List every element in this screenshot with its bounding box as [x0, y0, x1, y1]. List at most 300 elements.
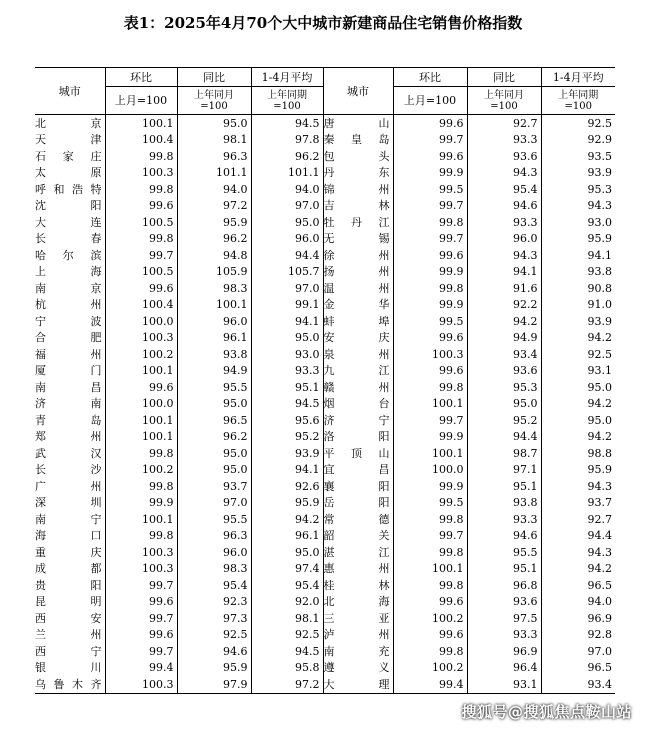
ytd-cell: 95.9 [541, 231, 615, 248]
ytd-cell: 93.1 [541, 363, 615, 380]
mom-cell: 99.6 [105, 594, 177, 611]
yoy-cell: 98.1 [177, 132, 251, 149]
mom-cell: 100.1 [393, 396, 467, 413]
yoy-cell: 94.1 [467, 264, 541, 281]
city-cell: 成都 [35, 562, 102, 576]
city-cell: 乌鲁木齐 [35, 676, 105, 693]
mom-cell: 99.7 [393, 198, 467, 215]
table-row [35, 148, 615, 165]
city-cell: 深圳 [35, 496, 102, 510]
city-cell: 贵阳 [35, 578, 102, 592]
mom-cell: 100.0 [105, 396, 177, 413]
table-body [35, 115, 615, 694]
mom-cell: 100.2 [393, 610, 467, 627]
mom-cell: 99.8 [393, 214, 467, 231]
mom-cell: 99.4 [105, 660, 177, 677]
table-row [35, 528, 615, 545]
city-cell: 三亚 [323, 610, 393, 627]
yoy-cell: 97.0 [177, 495, 251, 512]
ytd-cell: 94.0 [541, 594, 615, 611]
city-cell: 石家庄 [35, 149, 102, 163]
ytd-cell: 92.5 [251, 627, 323, 644]
table-row [35, 495, 615, 512]
city-cell: 九江 [323, 363, 393, 380]
mom-cell: 99.7 [105, 577, 177, 594]
yoy-cell: 97.2 [177, 198, 251, 215]
city-cell: 湛江 [323, 544, 393, 561]
ytd-cell: 92.5 [541, 346, 615, 363]
ytd-cell: 92.7 [541, 511, 615, 528]
yoy-cell: 95.2 [467, 412, 541, 429]
yoy-cell: 95.0 [467, 396, 541, 413]
mom-cell: 99.9 [393, 264, 467, 281]
table-row [35, 313, 615, 330]
city-cell: 牡丹江 [323, 214, 393, 231]
city-cell: 南昌 [35, 380, 102, 394]
yoy-cell: 95.5 [177, 379, 251, 396]
header-mom-sub-right: 上月=100 [393, 87, 467, 115]
city-cell: 昆明 [35, 595, 102, 609]
yoy-cell: 93.7 [177, 478, 251, 495]
yoy-cell: 93.3 [467, 511, 541, 528]
mom-cell: 99.6 [393, 115, 467, 132]
table-row [35, 544, 615, 561]
ytd-cell: 94.1 [251, 462, 323, 479]
city-cell: 郑州 [35, 430, 102, 444]
yoy-cell: 93.6 [467, 594, 541, 611]
yoy-cell: 96.0 [177, 544, 251, 561]
ytd-cell: 97.2 [251, 676, 323, 693]
table-row [35, 396, 615, 413]
ytd-cell: 94.4 [251, 247, 323, 264]
table-row [35, 346, 615, 363]
yoy-cell: 95.0 [177, 445, 251, 462]
mom-cell: 99.6 [105, 198, 177, 215]
watermark: 搜狐号@搜狐焦点鞍山站 [461, 703, 632, 721]
city-cell: 长沙 [35, 463, 102, 477]
yoy-cell: 95.9 [177, 660, 251, 677]
ytd-cell: 96.1 [251, 528, 323, 545]
city-cell: 惠州 [323, 561, 393, 578]
ytd-cell: 94.2 [541, 429, 615, 446]
ytd-cell: 91.0 [541, 297, 615, 314]
table-row [35, 676, 615, 693]
ytd-cell: 95.9 [251, 495, 323, 512]
city-cell: 韶关 [323, 528, 393, 545]
ytd-cell: 93.3 [251, 363, 323, 380]
yoy-cell: 96.2 [177, 429, 251, 446]
ytd-cell: 94.2 [541, 561, 615, 578]
city-cell: 福州 [35, 347, 102, 361]
city-cell: 哈尔滨 [35, 248, 102, 262]
ytd-cell: 94.3 [541, 478, 615, 495]
header-ytd-right: 1-4月平均 [541, 68, 615, 87]
mom-cell: 99.6 [105, 280, 177, 297]
yoy-cell: 95.9 [177, 214, 251, 231]
city-cell: 兰州 [35, 628, 102, 642]
ytd-cell: 92.0 [251, 594, 323, 611]
table-row [35, 627, 615, 644]
city-cell: 大连 [35, 215, 102, 229]
yoy-cell: 96.0 [467, 231, 541, 248]
yoy-cell: 94.9 [177, 363, 251, 380]
mom-cell: 100.4 [105, 132, 177, 149]
yoy-cell: 94.0 [177, 181, 251, 198]
yoy-cell: 96.1 [177, 330, 251, 347]
city-cell: 金华 [323, 297, 393, 314]
yoy-cell: 96.0 [177, 313, 251, 330]
city-cell: 厦门 [35, 364, 102, 378]
city-cell: 泉州 [323, 346, 393, 363]
mom-cell: 100.1 [105, 115, 177, 132]
table-row [35, 577, 615, 594]
mom-cell: 99.6 [393, 148, 467, 165]
ytd-cell: 93.5 [541, 148, 615, 165]
header-ytd-left: 1-4月平均 [251, 68, 323, 87]
city-cell: 秦皇岛 [323, 132, 393, 149]
yoy-cell: 93.3 [467, 214, 541, 231]
yoy-cell: 105.9 [177, 264, 251, 281]
yoy-cell: 100.1 [177, 297, 251, 314]
ytd-cell: 96.9 [541, 610, 615, 627]
yoy-cell: 94.3 [467, 165, 541, 182]
city-cell: 蚌埠 [323, 313, 393, 330]
table-row [35, 330, 615, 347]
table-row [35, 198, 615, 215]
city-cell: 温州 [323, 280, 393, 297]
mom-cell: 99.7 [393, 132, 467, 149]
yoy-cell: 96.8 [467, 577, 541, 594]
city-cell: 合肥 [35, 331, 102, 345]
header-yoy-sub-left: 上年同月 =100 [177, 87, 251, 115]
table-row [35, 478, 615, 495]
mom-cell: 99.8 [105, 181, 177, 198]
table-row [35, 297, 615, 314]
mom-cell: 99.7 [393, 412, 467, 429]
price-index-table [35, 67, 615, 694]
city-cell: 吉林 [323, 198, 393, 215]
mom-cell: 100.1 [393, 561, 467, 578]
ytd-cell: 94.1 [251, 313, 323, 330]
yoy-cell: 93.8 [467, 495, 541, 512]
city-cell: 岳阳 [323, 495, 393, 512]
table-row [35, 231, 615, 248]
city-cell: 襄阳 [323, 478, 393, 495]
header-mom-right: 环比 [393, 68, 467, 87]
ytd-cell: 95.1 [251, 379, 323, 396]
mom-cell: 99.8 [105, 445, 177, 462]
table-row [35, 264, 615, 281]
ytd-cell: 95.0 [251, 214, 323, 231]
ytd-cell: 98.8 [541, 445, 615, 462]
yoy-cell: 95.5 [177, 511, 251, 528]
ytd-cell: 94.2 [541, 330, 615, 347]
city-cell: 南京 [35, 281, 102, 295]
yoy-cell: 95.4 [467, 181, 541, 198]
table-row [35, 462, 615, 479]
mom-cell: 99.4 [393, 676, 467, 693]
yoy-cell: 97.5 [467, 610, 541, 627]
city-cell: 宜昌 [323, 462, 393, 479]
mom-cell: 100.1 [105, 363, 177, 380]
city-cell: 南充 [323, 643, 393, 660]
ytd-cell: 95.0 [251, 544, 323, 561]
city-cell: 北海 [323, 594, 393, 611]
table-row [35, 363, 615, 380]
ytd-cell: 99.1 [251, 297, 323, 314]
ytd-cell: 94.1 [541, 247, 615, 264]
yoy-cell: 98.3 [177, 280, 251, 297]
ytd-cell: 95.0 [541, 379, 615, 396]
ytd-cell: 93.9 [541, 165, 615, 182]
ytd-cell: 92.8 [541, 627, 615, 644]
table-row [35, 429, 615, 446]
city-cell: 济宁 [323, 412, 393, 429]
yoy-cell: 95.0 [177, 462, 251, 479]
ytd-cell: 94.3 [541, 544, 615, 561]
mom-cell: 99.8 [393, 544, 467, 561]
city-cell: 桂林 [323, 577, 393, 594]
yoy-cell: 94.2 [467, 313, 541, 330]
ytd-cell: 94.0 [251, 181, 323, 198]
city-cell: 包头 [323, 148, 393, 165]
city-cell: 安庆 [323, 330, 393, 347]
city-cell: 广州 [35, 479, 102, 493]
city-cell: 天津 [35, 133, 102, 147]
ytd-cell: 94.5 [251, 643, 323, 660]
table-row [35, 280, 615, 297]
table-title: 表1：2025年4月70个大中城市新建商品住宅销售价格指数 [123, 14, 523, 32]
ytd-cell: 105.7 [251, 264, 323, 281]
yoy-cell: 94.6 [177, 643, 251, 660]
table-row [35, 132, 615, 149]
mom-cell: 100.1 [105, 429, 177, 446]
ytd-cell: 97.0 [251, 280, 323, 297]
mom-cell: 99.9 [105, 495, 177, 512]
mom-cell: 99.6 [393, 247, 467, 264]
yoy-cell: 94.6 [467, 198, 541, 215]
yoy-cell: 97.9 [177, 676, 251, 693]
header-city-right: 城市 [323, 68, 393, 115]
mom-cell: 99.8 [105, 148, 177, 165]
city-cell: 锦州 [323, 181, 393, 198]
yoy-cell: 91.6 [467, 280, 541, 297]
mom-cell: 100.2 [393, 660, 467, 677]
header-city-left: 城市 [35, 68, 105, 115]
header-mom-left: 环比 [105, 68, 177, 87]
mom-cell: 99.6 [393, 627, 467, 644]
city-cell: 平顶山 [323, 445, 393, 462]
ytd-cell: 95.0 [251, 330, 323, 347]
mom-cell: 99.8 [105, 231, 177, 248]
mom-cell: 99.9 [393, 429, 467, 446]
ytd-cell: 97.0 [251, 198, 323, 215]
city-cell: 赣州 [323, 379, 393, 396]
mom-cell: 100.5 [105, 264, 177, 281]
yoy-cell: 95.1 [467, 561, 541, 578]
table-row [35, 511, 615, 528]
city-cell: 太原 [35, 166, 102, 180]
yoy-cell: 93.3 [467, 627, 541, 644]
mom-cell: 99.8 [393, 511, 467, 528]
city-cell: 海口 [35, 529, 102, 543]
mom-cell: 99.6 [105, 627, 177, 644]
table-row [35, 610, 615, 627]
city-cell: 遵义 [323, 660, 393, 677]
ytd-cell: 92.5 [541, 115, 615, 132]
mom-cell: 100.2 [105, 462, 177, 479]
city-cell: 烟台 [323, 396, 393, 413]
header-ytd-sub-right: 上年同期 =100 [541, 87, 615, 115]
ytd-cell: 92.6 [251, 478, 323, 495]
city-cell: 济南 [35, 397, 102, 411]
mom-cell: 99.9 [393, 297, 467, 314]
city-cell: 银川 [35, 661, 102, 675]
city-cell: 南宁 [35, 512, 102, 526]
yoy-cell: 96.2 [177, 231, 251, 248]
mom-cell: 100.0 [105, 313, 177, 330]
ytd-cell: 93.4 [541, 676, 615, 693]
mom-cell: 100.3 [105, 165, 177, 182]
ytd-cell: 95.4 [251, 577, 323, 594]
ytd-cell: 96.0 [251, 231, 323, 248]
mom-cell: 100.0 [393, 462, 467, 479]
ytd-cell: 96.2 [251, 148, 323, 165]
city-cell: 唐山 [323, 115, 393, 132]
ytd-cell: 96.5 [541, 577, 615, 594]
ytd-cell: 95.9 [541, 462, 615, 479]
city-cell: 大理 [323, 676, 393, 693]
header-yoy-left: 同比 [177, 68, 251, 87]
mom-cell: 100.3 [393, 346, 467, 363]
table-row [35, 379, 615, 396]
mom-cell: 99.7 [393, 231, 467, 248]
city-cell: 呼和浩特 [35, 182, 102, 196]
city-cell: 宁波 [35, 314, 102, 328]
mom-cell: 99.6 [393, 330, 467, 347]
table-row [35, 643, 615, 660]
header-yoy-sub-right: 上年同月 =100 [467, 87, 541, 115]
yoy-cell: 98.7 [467, 445, 541, 462]
yoy-cell: 96.9 [467, 643, 541, 660]
mom-cell: 99.6 [393, 594, 467, 611]
city-cell: 长春 [35, 232, 102, 246]
table-row [35, 115, 615, 132]
yoy-cell: 97.3 [177, 610, 251, 627]
yoy-cell: 95.3 [467, 379, 541, 396]
yoy-cell: 93.3 [467, 132, 541, 149]
yoy-cell: 93.4 [467, 346, 541, 363]
ytd-cell: 94.3 [541, 198, 615, 215]
city-cell: 沈阳 [35, 199, 102, 213]
yoy-cell: 92.2 [467, 297, 541, 314]
yoy-cell: 97.1 [467, 462, 541, 479]
yoy-cell: 95.1 [467, 478, 541, 495]
mom-cell: 99.6 [393, 363, 467, 380]
yoy-cell: 95.0 [177, 115, 251, 132]
yoy-cell: 93.1 [467, 676, 541, 693]
table-row [35, 660, 615, 677]
ytd-cell: 94.2 [541, 396, 615, 413]
ytd-cell: 94.5 [251, 115, 323, 132]
city-cell: 常德 [323, 511, 393, 528]
mom-cell: 99.8 [393, 280, 467, 297]
mom-cell: 99.8 [393, 577, 467, 594]
yoy-cell: 95.5 [467, 544, 541, 561]
yoy-cell: 93.6 [467, 363, 541, 380]
header-yoy-right: 同比 [467, 68, 541, 87]
ytd-cell: 96.5 [541, 660, 615, 677]
mom-cell: 100.4 [105, 297, 177, 314]
yoy-cell: 92.7 [467, 115, 541, 132]
city-cell: 青岛 [35, 413, 102, 427]
yoy-cell: 92.5 [177, 627, 251, 644]
city-cell: 扬州 [323, 264, 393, 281]
yoy-cell: 96.3 [177, 528, 251, 545]
city-cell: 上海 [35, 265, 102, 279]
mom-cell: 99.8 [393, 379, 467, 396]
ytd-cell: 95.6 [251, 412, 323, 429]
mom-cell: 99.7 [105, 643, 177, 660]
mom-cell: 99.8 [105, 528, 177, 545]
city-cell: 北京 [35, 116, 102, 130]
yoy-cell: 95.4 [177, 577, 251, 594]
ytd-cell: 101.1 [251, 165, 323, 182]
mom-cell: 100.5 [105, 214, 177, 231]
city-cell: 丹东 [323, 165, 393, 182]
ytd-cell: 94.2 [251, 511, 323, 528]
table-row [35, 594, 615, 611]
mom-cell: 100.2 [105, 346, 177, 363]
mom-cell: 99.5 [393, 495, 467, 512]
city-cell: 武汉 [35, 446, 102, 460]
yoy-cell: 93.6 [467, 148, 541, 165]
ytd-cell: 95.2 [251, 429, 323, 446]
mom-cell: 99.5 [393, 313, 467, 330]
yoy-cell: 98.3 [177, 561, 251, 578]
yoy-cell: 96.5 [177, 412, 251, 429]
table-row [35, 445, 615, 462]
table-row [35, 214, 615, 231]
mom-cell: 99.8 [393, 643, 467, 660]
mom-cell: 100.1 [105, 511, 177, 528]
mom-cell: 100.3 [105, 544, 177, 561]
yoy-cell: 94.4 [467, 429, 541, 446]
ytd-cell: 93.0 [251, 346, 323, 363]
ytd-cell: 98.1 [251, 610, 323, 627]
header-ytd-sub-left: 上年同期 =100 [251, 87, 323, 115]
yoy-cell: 94.3 [467, 247, 541, 264]
mom-cell: 100.3 [105, 330, 177, 347]
ytd-cell: 93.8 [541, 264, 615, 281]
ytd-cell: 94.4 [541, 528, 615, 545]
yoy-cell: 93.8 [177, 346, 251, 363]
ytd-cell: 93.9 [251, 445, 323, 462]
ytd-cell: 93.0 [541, 214, 615, 231]
ytd-cell: 94.5 [251, 396, 323, 413]
city-cell: 杭州 [35, 298, 102, 312]
yoy-cell: 92.3 [177, 594, 251, 611]
ytd-cell: 92.9 [541, 132, 615, 149]
table-row [35, 412, 615, 429]
yoy-cell: 94.9 [467, 330, 541, 347]
ytd-cell: 97.0 [541, 643, 615, 660]
mom-cell: 100.1 [105, 412, 177, 429]
city-cell: 洛阳 [323, 429, 393, 446]
ytd-cell: 93.9 [541, 313, 615, 330]
city-cell: 西安 [35, 611, 102, 625]
city-cell: 泸州 [323, 627, 393, 644]
